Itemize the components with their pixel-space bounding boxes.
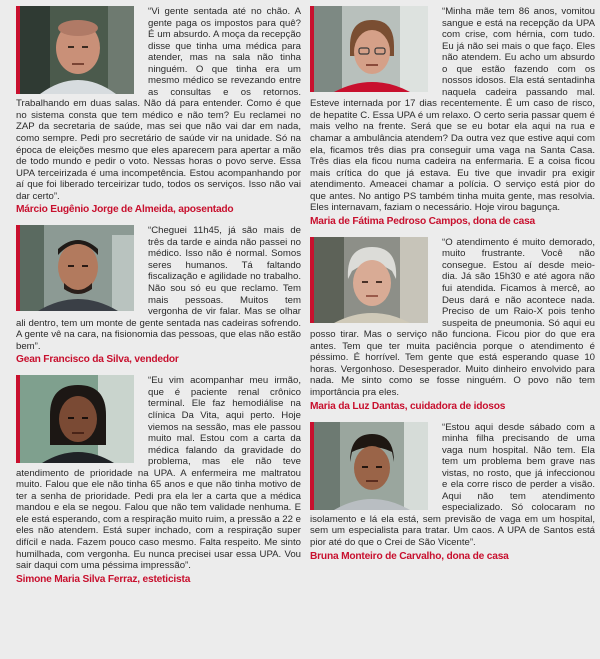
testimonial-card (16, 225, 301, 366)
portrait-older-woman-glasses-icon (310, 6, 432, 92)
testimonial-quote: “Estou aqui desde sábado com a minha filha precisando de uma vaga num hospital. Não tem. Ela tem um problema bem grave nas vistas, no rosto, que já infeccionou e ela corre risco de perder a visão. Aqui não tem atendimento especializado. Só colocaram no isolamento e lá ela está, sem previsão de vaga em um hospital, sem um especialista para tratar. Um caos. A UPA de Santos está pior até do que o Crei de São Vicente”. (310, 421, 595, 548)
testimonial-author: Simone Maria Silva Ferraz, esteticista (16, 573, 191, 585)
testimonial-quote: “Cheguei 11h45, já são mais de três da tarde e ainda não passei no médico. Isso não é normal. Somos seres humanos. Tá faltando fiscalização e agilidade no trabalho. Não sou só eu que reclamo. Tem mais pessoas. Muitos tem vergonha de vir falar. Mas se olhar ali dentro, tem um monte de gente sentada nas cadeiras sofrendo. A gente vê na cara, na fisionomia das pessoas, que elas não estão bem”. (16, 225, 301, 352)
testimonial-author: Maria de Fátima Pedroso Campos, dona de casa (310, 215, 536, 227)
testimonial-card (310, 422, 595, 563)
testimonial-quote: “Eu vim acompanhar meu irmão, que é paciente renal crônico terminal. Ele faz hemodiálise na clínica Da Vita, aqui perto. Hoje viemos na sessão, mas ele passou muito mal. Estou com a carta da médica falando da gravidade do problema, mas ele não teve atendimento de prioridade na UPA. A enfermeira me maltratou muito. Falou que ele não tinha 65 anos e que não tinha motivo de ter a senha de prioridade. Pedi pra ela ler a carta que a médica mandou e ela se negou. Falou que não tem validade nenhuma. E ele está esperando, com a respiração muito ruim, a pressão a 22 e eles não atendem. Está super inchado, com a respiração super difícil e nada. Fazem pouco caso mesmo. Falta respeito. Me sinto humilhada, com vergonha. Eu nunca precisei usar essa UPA. Vou sair daqui com uma péssima impressão”. (16, 375, 301, 572)
testimonial-card (310, 237, 595, 413)
portrait-young-woman-icon (310, 422, 432, 510)
testimonial-quote: “Vi gente sentada até no chão. A gente paga os impostos para quê? É um absurdo. A moça da recepção disse que tinha uma médica para atender, mas na sala não tinha ninguém. O que tinha era um mesmo médico se revezando entre as consultas e os retornos. Trabalhando em duas salas. Não dá para entender. Como é que no sistema consta que tem médico e não tem? Eu reclamei no ZAP da secretaria de saúde, mas sei que não vai dar em nada, como sempre. Pedi pro secretário de saúde vir na unidade. Só na época de eleições mesmo que eles aparecem para apertar a mão de todo mundo e pedir o voto. Nessas horas o povo serve. Essa UPA terceirizada é uma incompetência. Estou acompanhando por aí que foi liberado terceirizar tudo, todos os serviços. Isso não vai dar certo”. (16, 6, 301, 202)
testimonial-quote: “O atendimento é muito demorado, muito frustrante. Você não consegue. Estou aí desde meio-dia. Já são 15h30 e até agora não fui atendida. Ficamos à mercê, ao Deus dará e não acontece nada. Preciso de um Raio-X pois tenho suspeita de pneumonia. Só aqui eu posso tirar. Mas o serviço não funciona. Ficou pior do que era antes. Tem que ter muita paciência porque o atendimento é péssimo. É horrível. Tem gente que está esperando quase 10 horas. Vergonhoso. Desesperador. Muito dinheiro envolvido para nada. Me sinto como se fosse ninguém. O povo não tem importância pra eles. (310, 236, 595, 398)
testimonial-author: Bruna Monteiro de Carvalho, dona de casa (310, 550, 509, 562)
testimonial-quote: “Minha mãe tem 86 anos, vomitou sangue e está na recepção da UPA com crise, com hérnia, com tudo. Eu já não sei mais o que faço. Eles não atendem. Eu acho um absurdo o que estão fazendo com os nossos idosos. Ela está sentadinha naquela cadeira passando mal. Esteve internada por 17 dias recentemente. É um caso de risco, de hepatite C. Essa UPA é um relaxo. O certo seria passar quem é mais velho na frente. Será que se eu botar ela aqui na rua e chamar a ambulância atendem? Da outra vez que estive aqui com ela, ficamos três dias pra conseguir uma vaga na Santa Casa. Três dias ela ficou numa cadeira na enfermaria. E a coisa ficou mais crítica do que já estava. Eu tive que invadir pra exigir atendimento. Ameacei chamar a polícia. O serviço está pior do que antes. No antigo PS também tinha muita gente, mas resolvia. Eles internavam, faziam o necessário. Hoje virou bagunça. (310, 6, 595, 214)
portrait-woman-dark-hair-icon (16, 375, 138, 463)
testimonial-card (310, 6, 595, 228)
left-column (16, 6, 301, 595)
portrait-man-shaved-head-icon (16, 6, 138, 94)
portrait-older-woman-gray-hair-icon (310, 237, 432, 323)
testimonial-card (16, 375, 301, 585)
testimonial-author: Gean Francisco da Silva, vendedor (16, 354, 179, 366)
portrait-young-man-icon (16, 225, 138, 311)
right-column (310, 6, 595, 572)
testimonial-author: Maria da Luz Dantas, cuidadora de idosos (310, 400, 506, 412)
testimonial-author: Márcio Eugênio Jorge de Almeida, aposentado (16, 204, 234, 216)
testimonial-card (16, 6, 301, 216)
